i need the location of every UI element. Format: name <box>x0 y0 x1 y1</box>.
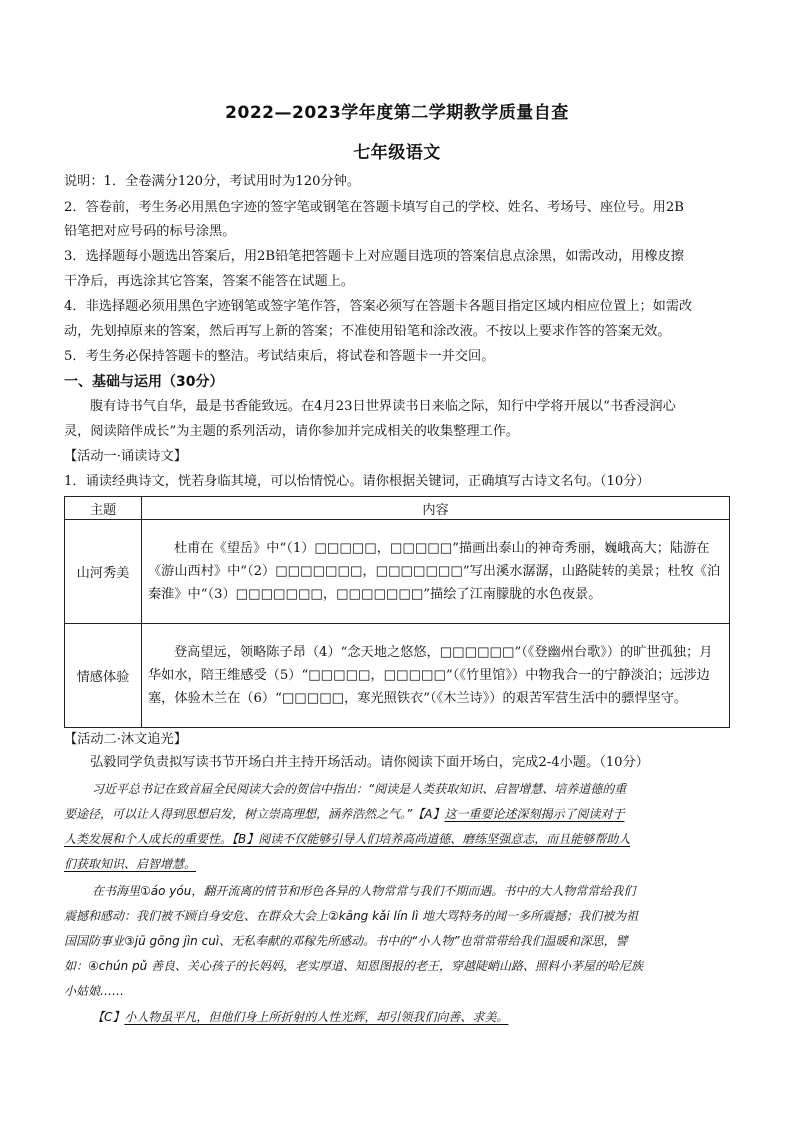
underlined-sentence-b: 阅读不仅能够引导人们培养高尚道德、磨练坚强意志，而且能够帮助人 <box>258 832 631 846</box>
exam-subtitle: 七年级语文 <box>353 143 441 163</box>
instruction-line: 3．选择题每小题选出答案后，用2B铅笔把答题卡上对应题目选项的答案信息点涂黑，如需改动，用橡皮擦 <box>64 249 684 264</box>
underlined-sentence-c: 小人物虽平凡，但他们身上所折射的人性光辉，却引领我们向善、求美。 <box>124 1010 509 1024</box>
passage-line: 习近平总书记在致首届全民阅读大会的贺信中指出：“阅读是人类获取知识、启智增慧、培养道德的重 <box>92 782 627 796</box>
table-row <box>65 624 730 728</box>
section-intro-line: 腹有诗书气自华，最是书香能致远。在4月23日世界读书日来临之际，知行中学将开展以“书香浸润心 <box>90 399 676 414</box>
table-row <box>65 520 730 624</box>
instruction-line: 说明：1．全卷满分120分，考试用时为120分钟。 <box>64 174 361 189</box>
instruction-line: 动，先划掉原来的答案，然后再写上新的答案；不准使用铅笔和涂改液。不按以上要求作答的答案无效。 <box>64 324 671 339</box>
row-theme: 情感体验 <box>65 624 142 728</box>
instruction-line: 2．答卷前，考生务必用黑色字迹的签字笔或钢笔在答题卡填写自己的学校、姓名、考场号、座位号。用2B <box>64 200 684 215</box>
row-content: 登高望远，领略陈子昂（4）“念天地之悠悠，□□□□□□”（《登幽州台歌》）的旷世孤独；月华如水，陪王维感受（5）“□□□□□，□□□□□”（《竹里馆》）中物我合一的宁静淡泊；远涉边塞，体验木兰在（6）“□□□□□，寒光照铁衣”（《木兰诗》）的艰苦军营生活中的骠悍坚守。 <box>142 624 730 728</box>
marker-c: 【C】 <box>92 1010 125 1024</box>
activity2-label: 【活动二·沐文追光】 <box>64 732 187 747</box>
passage-line: 小姑娘…… <box>64 984 125 998</box>
passage-text: 要途径，可以让人得到思想启发，树立崇高理想，涵养浩然之气。”【A】 <box>64 807 445 821</box>
table-header-theme: 主题 <box>65 497 142 520</box>
instruction-line: 铅笔把对应号码的标号涂黑。 <box>64 224 236 239</box>
section-heading: 一、基础与运用（30分） <box>64 374 224 390</box>
passage-line: 在书海里①áo yóu，翻开流离的情节和形色各异的人物常常与我们不期而遇。书中的大人物常常给我们 <box>92 884 636 898</box>
underlined-sentence-a: 这一重要论述深刻揭示了阅读对于 <box>444 807 625 821</box>
table-header-content: 内容 <box>142 497 730 520</box>
instruction-line: 干净后，再选涂其它答案，答案不能答在试题上。 <box>64 274 355 289</box>
underlined-continuation: 们获取知识、启智增慧。 <box>64 857 197 871</box>
passage-line <box>64 1006 764 1028</box>
instruction-line: 5．考生务必保持答题卡的整洁。考试结束后，将试卷和答题卡一并交回。 <box>64 349 495 364</box>
passage-line <box>64 828 736 850</box>
passage-line <box>64 853 736 875</box>
instruction-line: 4．非选择题必须用黑色字迹钢笔或签字笔作答，答案必须写在答题卡各题目指定区域内相应位置上；如需改 <box>64 299 693 314</box>
row-content: 杜甫在《望岳》中“（1）□□□□□，□□□□□”描画出泰山的神奇秀丽，巍峨高大；陆游在《游山西村》中“（2）□□□□□□□，□□□□□□□”写出溪水潺潺，山路陡转的美景；杜牧《泊秦淮》中“（3）□□□□□□□，□□□□□□□”描绘了江南朦胧的水色夜景。 <box>142 520 730 624</box>
question-1: 1．诵读经典诗文，恍若身临其境，可以怡情悦心。请你根据关键词，正确填写古诗文名句。（10分） <box>64 474 650 489</box>
passage-line: 国国防事业③jū gōng jìn cuì、无私奉献的邓稼先所感动。书中的“小人物”也常常带给我们温暖和深思，譬 <box>64 934 628 948</box>
row-theme: 山河秀美 <box>65 520 142 624</box>
exam-title: 2022—2023学年度第二学期教学质量自查 <box>225 103 569 123</box>
underlined-continuation: 人类发展和个人成长的重要性。【B】 <box>64 832 259 846</box>
activity2-question: 弘毅同学负责拟写读书节开场白并主持开场活动。请你阅读下面开场白，完成2-4小题。（10分） <box>90 755 649 770</box>
section-intro-line: 灵，阅读陪伴成长”为主题的系列活动，请你参加并完成相关的收集整理工作。 <box>64 424 520 439</box>
poetry-table <box>64 496 730 728</box>
passage-line: 如：④chún pǔ 善良、关心孩子的长妈妈，老实厚道、知恩图报的老王，穿越陡峭山路、照料小茅屋的哈尼族 <box>64 959 644 973</box>
activity1-label: 【活动一·诵读诗文】 <box>64 449 187 464</box>
passage-line <box>64 803 736 825</box>
passage-line: 震撼和感动：我们被不顾自身安危、在群众大会上②kāng kǎi lín lì 地大骂特务的闻一多所震撼；我们被为祖 <box>64 909 639 923</box>
